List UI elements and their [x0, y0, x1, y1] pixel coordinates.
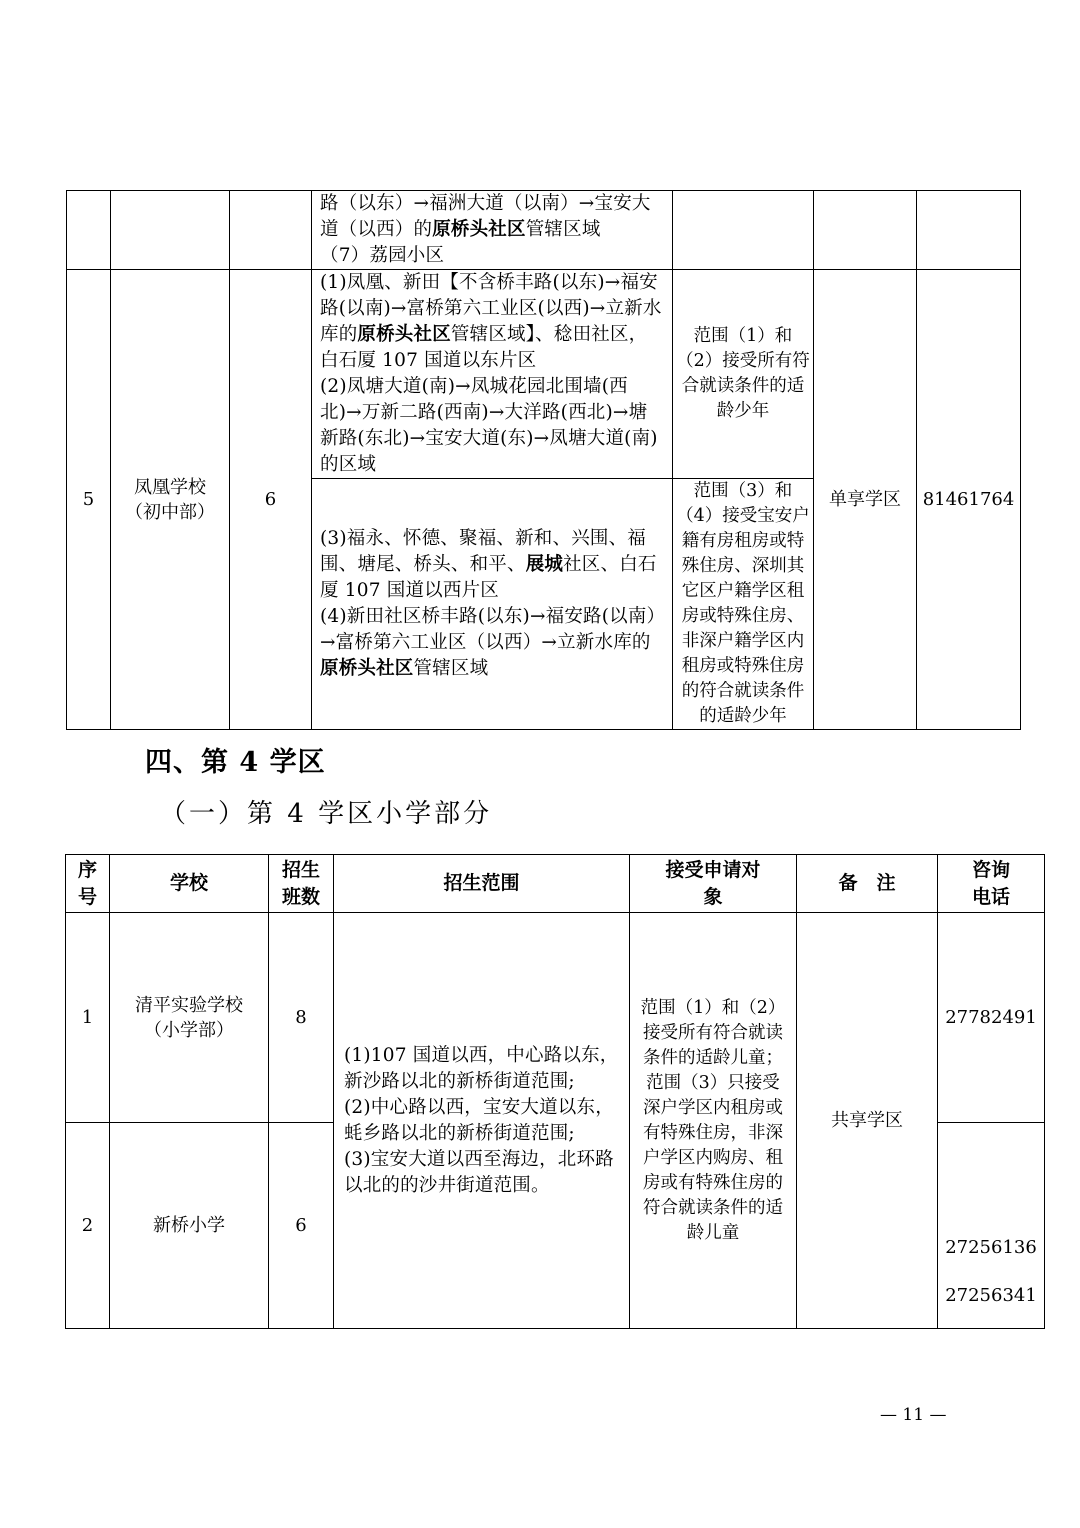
- class-count: 8: [269, 913, 334, 1123]
- subsection-heading: （一）第 4 学区小学部分: [160, 799, 493, 829]
- phone-cell: 81461764: [917, 270, 1021, 730]
- table-row: [66, 913, 1045, 1123]
- header-applicant: 接受申请对象: [630, 855, 797, 913]
- school-name: 凤凰学校 （初中部）: [111, 270, 230, 730]
- table-row: [67, 191, 1021, 270]
- note-cell: 共享学区: [797, 913, 938, 1329]
- header-school: 学校: [110, 855, 269, 913]
- range-cell: (1)凤凰、新田【不含桥丰路(以东)→福安路(以南)→富桥第六工业区(以西)→立新水库的原桥头社区管辖区域】、稔田社区，白石厦 107 国道以东片区 (2)凤塘大道(南)→凤城花园北围墙(西北)→万新二路(西南)→大洋路(西北)→塘新路(东北)→宝安大道(东)→凤塘大道(南)的区域: [312, 270, 673, 479]
- header-classes: 招生班数: [269, 855, 334, 913]
- range-cell: (1)107 国道以西，中心路以东，新沙路以北的新桥街道范围; (2)中心路以西，宝安大道以东，蚝乡路以北的新桥街道范围; (3)宝安大道以西至海边，北环路以北的的沙井街道范围。: [334, 913, 630, 1329]
- range-cell: 路（以东）→福洲大道（以南）→宝安大道（以西）的原桥头社区管辖区域 （7）荔园小区: [312, 191, 673, 270]
- row-number: 2: [66, 1123, 110, 1329]
- enrollment-table: [65, 854, 1045, 1329]
- class-count: 6: [269, 1123, 334, 1329]
- applicant-cell: 范围（1）和（2）接受所有符合就读条件的适龄儿童；范围（3）只接受深户学区内租房或有特殊住房，非深户学区内购房、租房或有特殊住房的符合就读条件的适龄儿童: [630, 913, 797, 1329]
- school-name: 清平实验学校 （小学部）: [110, 913, 269, 1123]
- class-count: 6: [230, 270, 312, 730]
- table-header-row: [66, 855, 1045, 913]
- header-phone: 咨询电话: [938, 855, 1045, 913]
- table-row: [67, 270, 1021, 479]
- range-cell: (3)福永、怀德、聚福、新和、兴围、福围、塘尾、桥头、和平、展城社区、白石厦 107 国道以西片区 (4)新田社区桥丰路(以东)→福安路(以南）→富桥第六工业区（以西）→立新水库的原桥头社区管辖区域: [312, 479, 673, 730]
- page-number: — 11 —: [880, 1405, 947, 1425]
- header-range: 招生范围: [334, 855, 630, 913]
- header-note: 备 注: [797, 855, 938, 913]
- row-number: 1: [66, 913, 110, 1123]
- row-number: 5: [67, 270, 111, 730]
- phone-cell: 27782491: [938, 913, 1045, 1123]
- school-name: 新桥小学: [110, 1123, 269, 1329]
- enrollment-table-continued: [66, 190, 1021, 730]
- header-no: 序号: [66, 855, 110, 913]
- section-heading: 四、第 4 学区: [145, 747, 326, 778]
- phone-cell: 27256136 27256341: [938, 1123, 1045, 1329]
- applicant-cell: 范围（1）和（2）接受所有符合就读条件的适龄少年: [673, 270, 814, 479]
- note-cell: 单享学区: [814, 270, 917, 730]
- applicant-cell: 范围（3）和（4）接受宝安户籍有房租房或特殊住房、深圳其它区户籍学区租房或特殊住房、非深户籍学区内租房或特殊住房的符合就读条件的适龄少年: [673, 479, 814, 730]
